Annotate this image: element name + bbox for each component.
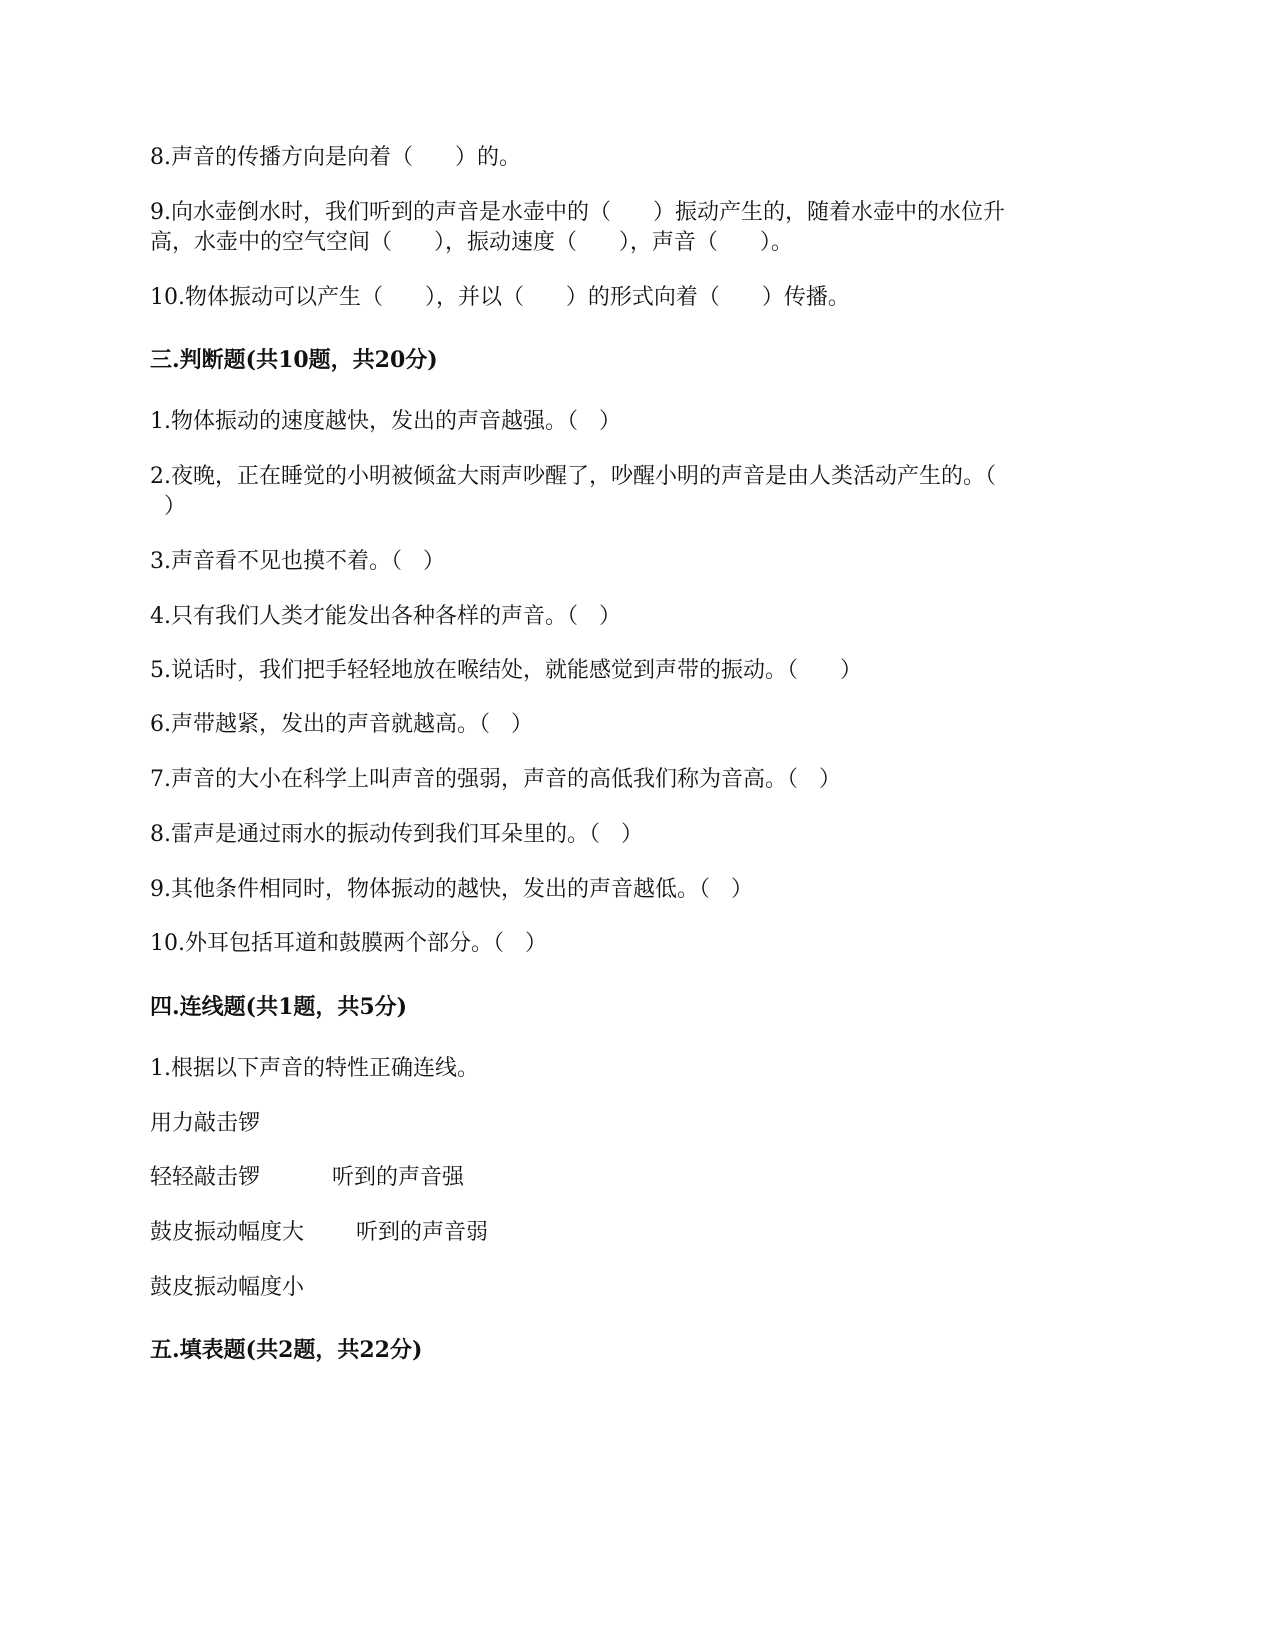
section-heading-judgment: 三.判断题(共10题，共20分) [150, 347, 438, 373]
question-judge-6: 6.声带越紧，发出的声音就越高。（ ） [150, 712, 533, 737]
match-left-item: 鼓皮振动幅度大 [150, 1220, 305, 1245]
question-judge-1: 1.物体振动的速度越快，发出的声音越强。（ ） [150, 409, 621, 434]
question-judge-2-line2: ） [150, 494, 186, 519]
question-fill-8: 8.声音的传播方向是向着（ ）的。 [150, 145, 521, 170]
question-fill-9-line1: 9.向水壶倒水时，我们听到的声音是水壶中的（ ）振动产生的，随着水壶中的水位升 [150, 200, 1005, 225]
section-heading-table: 五.填表题(共2题，共22分) [150, 1337, 423, 1363]
match-left-item: 鼓皮振动幅度小 [150, 1275, 305, 1300]
section-heading-matching: 四.连线题(共1题，共5分) [150, 994, 408, 1020]
question-judge-4: 4.只有我们人类才能发出各种各样的声音。（ ） [150, 604, 621, 629]
match-left-item: 轻轻敲击锣 [150, 1165, 261, 1190]
match-left-item: 用力敲击锣 [150, 1111, 261, 1136]
question-judge-10: 10.外耳包括耳道和鼓膜两个部分。（ ） [150, 931, 547, 956]
match-right-item: 听到的声音强 [332, 1165, 465, 1190]
question-fill-9-line2: 高，水壶中的空气空间（ ），振动速度（ ），声音（ ）。 [150, 230, 793, 255]
question-judge-8: 8.雷声是通过雨水的振动传到我们耳朵里的。（ ） [150, 822, 643, 847]
question-fill-10: 10.物体振动可以产生（ ），并以（ ）的形式向着（ ）传播。 [150, 285, 850, 310]
question-judge-9: 9.其他条件相同时，物体振动的越快，发出的声音越低。（ ） [150, 877, 753, 902]
question-judge-7: 7.声音的大小在科学上叫声音的强弱，声音的高低我们称为音高。（ ） [150, 767, 841, 792]
question-match-1: 1.根据以下声音的特性正确连线。 [150, 1056, 479, 1081]
question-judge-5: 5.说话时，我们把手轻轻地放在喉结处，就能感觉到声带的振动。（ ） [150, 658, 862, 683]
question-judge-3: 3.声音看不见也摸不着。（ ） [150, 549, 445, 574]
question-judge-2-line1: 2.夜晚，正在睡觉的小明被倾盆大雨声吵醒了，吵醒小明的声音是由人类活动产生的。（ [150, 464, 996, 489]
match-right-item: 听到的声音弱 [356, 1220, 489, 1245]
